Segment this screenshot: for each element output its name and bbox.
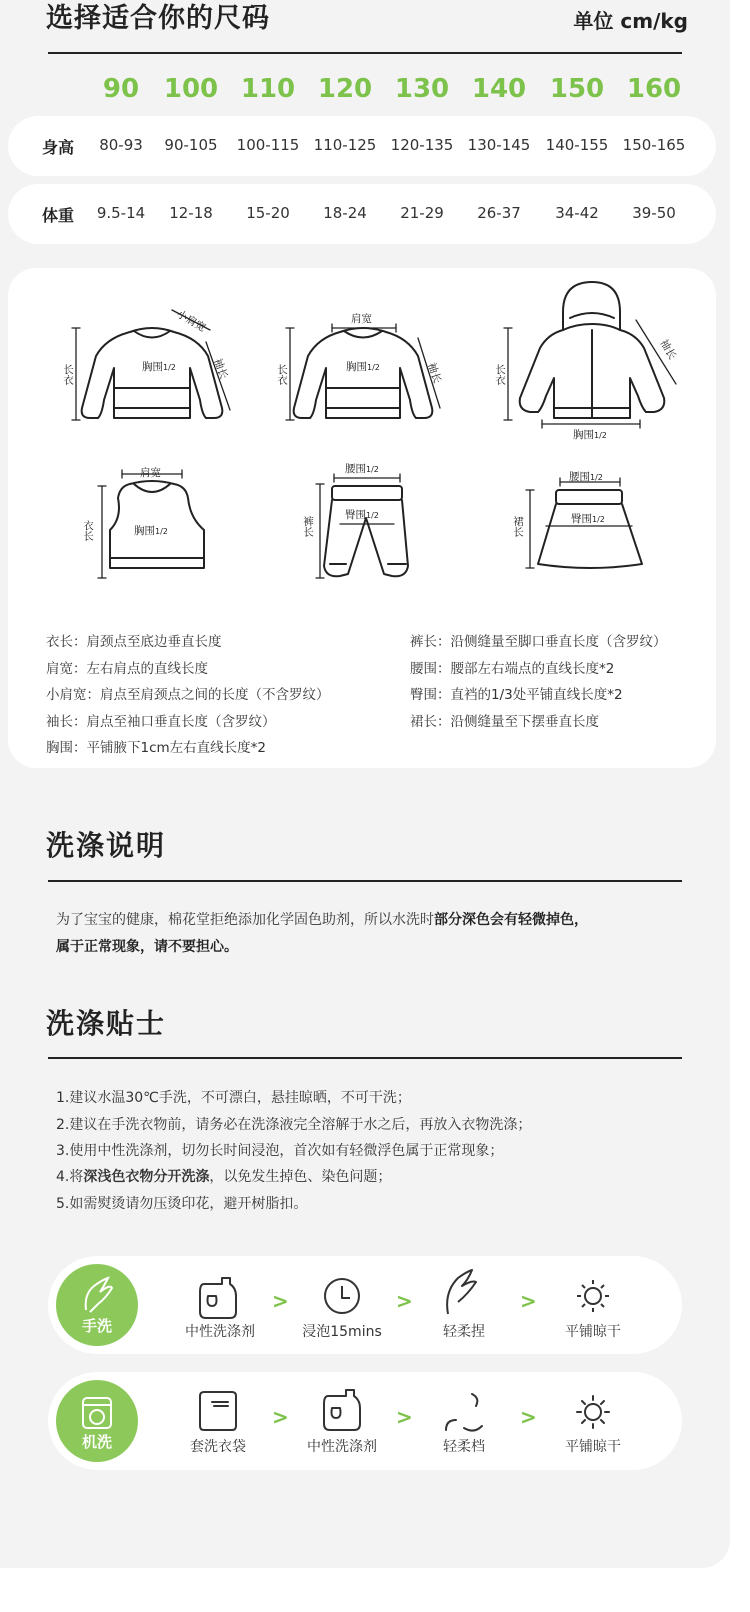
machine-step-3-label: 轻柔档 xyxy=(443,1439,485,1455)
size-heading: 120 xyxy=(317,74,373,104)
machine-step-arrow-3: > xyxy=(520,1405,537,1429)
skirt-diagram xyxy=(538,490,642,568)
weight-row xyxy=(8,184,716,244)
wash-tip-3: 3.使用中性洗涤剂，切勿长时间浸泡，首次如有轻微浮色属于正常现象； xyxy=(56,1143,504,1159)
size-heading: 100 xyxy=(163,74,219,104)
sun-icon xyxy=(577,1280,609,1312)
hand-step-2-label: 浸泡15mins xyxy=(302,1324,382,1340)
measurement-definition: 袖长：肩点至袖口垂直长度（含罗纹） xyxy=(46,713,276,730)
wash-tips-title: 洗涤贴士 xyxy=(46,1007,167,1040)
sleeve-label-3: 袖长 xyxy=(657,337,679,362)
hand-step-1-label: 中性洗涤剂 xyxy=(185,1324,255,1340)
height-cell: 130-145 xyxy=(467,136,531,154)
height-cell: 150-165 xyxy=(622,136,686,154)
length-label-1: 长衣 xyxy=(62,364,74,385)
waist-label-skirt: 腰围1/2 xyxy=(569,471,603,483)
height-cell: 100-115 xyxy=(236,136,300,154)
shoulder-label-vest: 肩宽 xyxy=(140,467,161,479)
measurement-definition: 裤长：沿侧缝量至脚口垂直长度（含罗纹） xyxy=(410,634,667,650)
size-heading: 160 xyxy=(626,74,682,104)
hand-step-3-label: 轻柔捏 xyxy=(443,1324,485,1340)
size-heading: 110 xyxy=(240,74,296,104)
wash-tip-2: 2.建议在手洗衣物前，请务必在洗涤液完全溶解于水之后，再放入衣物洗涤； xyxy=(56,1117,532,1133)
length-label-skirt: 裙长 xyxy=(512,516,524,537)
measurement-definition: 胸围：平铺腋下1cm左右直线长度*2 xyxy=(46,740,267,756)
size-heading: 130 xyxy=(394,74,450,104)
laundry-bag-icon xyxy=(200,1392,236,1430)
hand-step-4-label: 平铺晾干 xyxy=(565,1324,621,1340)
measurement-definition: 衣长：肩颈点至底边垂直长度 xyxy=(46,634,222,650)
wash-instructions-title: 洗涤说明 xyxy=(46,829,167,862)
height-row-label: 身高 xyxy=(42,138,75,157)
hand-wash-label: 手洗 xyxy=(81,1317,112,1335)
vest-diagram xyxy=(110,481,204,568)
height-cell: 140-155 xyxy=(545,136,609,154)
hand-step-arrow-1: > xyxy=(272,1289,289,1313)
weight-cell: 26-37 xyxy=(477,204,521,222)
machine-step-1-label: 套洗衣袋 xyxy=(190,1439,246,1455)
chest-label-vest: 胸围1/2 xyxy=(134,525,168,537)
hoodie-diagram xyxy=(520,282,665,418)
sleeve-label-1: 袖长 xyxy=(211,356,230,381)
weight-cell: 12-18 xyxy=(169,204,213,222)
clock-icon xyxy=(325,1279,359,1313)
pants-diagram xyxy=(324,486,408,576)
height-row xyxy=(8,116,716,176)
weight-cell: 18-24 xyxy=(323,204,367,222)
size-heading: 90 xyxy=(102,74,140,104)
waist-label-pants: 腰围1/2 xyxy=(345,463,379,475)
shoulder-label-1: 肩宽 xyxy=(351,313,372,325)
header-divider xyxy=(48,52,682,54)
length-label-vest: 衣长 xyxy=(82,520,94,541)
size-heading: 150 xyxy=(549,74,605,104)
wash-note-line-1: 为了宝宝的健康，棉花堂拒绝添加化学固色助剂，所以水洗时部分深色会有轻微掉色， xyxy=(56,912,588,928)
hand-step-arrow-3: > xyxy=(520,1289,537,1313)
measurement-definition: 小肩宽：肩点至肩颈点之间的长度（不含罗纹） xyxy=(46,687,330,703)
weight-cell: 9.5-14 xyxy=(96,204,146,222)
gentle-cycle-icon xyxy=(446,1394,482,1431)
hip-label-pants: 臀围1/2 xyxy=(345,509,379,521)
weight-cell: 21-29 xyxy=(400,204,444,222)
wash-tips-divider xyxy=(48,1057,682,1059)
chest-label-3: 胸围1/2 xyxy=(573,429,607,441)
machine-step-arrow-2: > xyxy=(396,1405,413,1429)
hip-label-skirt: 臀围1/2 xyxy=(571,513,605,525)
detergent-icon xyxy=(324,1390,360,1430)
length-label-2: 长衣 xyxy=(276,364,288,385)
measurement-definition: 臀围：直裆的1/3处平铺直线长度*2 xyxy=(410,687,623,703)
wash-tip-1: 1.建议水温30℃手洗，不可漂白，悬挂晾晒，不可干洗； xyxy=(56,1090,411,1106)
hand-step-arrow-2: > xyxy=(396,1289,413,1313)
sleeve-label-2: 袖长 xyxy=(425,361,444,385)
sweatshirt-diagram-2 xyxy=(294,328,433,418)
height-cell: 120-135 xyxy=(390,136,454,154)
height-cell: 90-105 xyxy=(164,136,218,154)
machine-step-arrow-1: > xyxy=(272,1405,289,1429)
length-label-3: 长衣 xyxy=(494,364,506,385)
hand-wash-steps xyxy=(48,1256,682,1354)
chest-label-2: 胸围1/2 xyxy=(346,361,380,373)
wash-tip-4: 4.将深浅色衣物分开洗涤，以免发生掉色、染色问题； xyxy=(56,1169,392,1185)
measurement-definition: 肩宽：左右肩点的直线长度 xyxy=(46,660,208,677)
machine-wash-steps xyxy=(48,1372,682,1470)
wash-note-line-2: 属于正常现象，请不要担心。 xyxy=(56,939,238,955)
unit-label: 单位 cm/kg xyxy=(573,9,688,33)
height-cell: 110-125 xyxy=(313,136,377,154)
chest-label-1: 胸围1/2 xyxy=(142,361,176,373)
size-heading: 140 xyxy=(471,74,527,104)
length-label-pants: 裤长 xyxy=(302,516,314,537)
measurement-definition: 裙长：沿侧缝量至下摆垂直长度 xyxy=(410,713,599,730)
small-shoulder-label: 小肩宽 xyxy=(174,308,208,335)
sun-icon xyxy=(577,1396,609,1428)
measurement-diagram-card xyxy=(8,268,716,768)
detergent-icon xyxy=(200,1278,236,1318)
measurement-definition: 腰围：腰部左右端点的直线长度*2 xyxy=(410,660,615,677)
machine-wash-label: 机洗 xyxy=(81,1433,112,1451)
page-title: 选择适合你的尺码 xyxy=(46,3,270,34)
weight-row-label: 体重 xyxy=(42,206,75,225)
wash-tip-5: 5.如需熨烫请勿压烫印花，避开树脂扣。 xyxy=(56,1196,308,1212)
weight-cell: 39-50 xyxy=(632,204,676,222)
wash-instructions-divider xyxy=(48,880,682,882)
sweatshirt-diagram-1 xyxy=(82,328,223,418)
gentle-squeeze-icon xyxy=(447,1270,476,1314)
height-cell: 80-93 xyxy=(99,136,143,154)
machine-step-2-label: 中性洗涤剂 xyxy=(307,1439,377,1455)
weight-cell: 34-42 xyxy=(555,204,599,222)
machine-step-4-label: 平铺晾干 xyxy=(565,1439,621,1455)
weight-cell: 15-20 xyxy=(246,204,290,222)
